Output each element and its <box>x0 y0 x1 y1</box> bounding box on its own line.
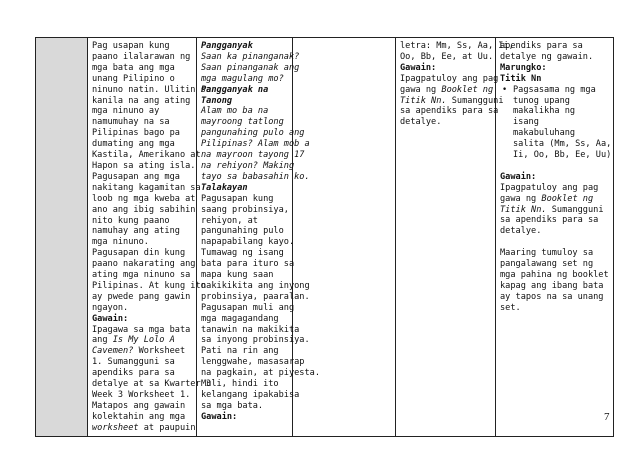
text-line: tayo sa babasahin ko. <box>201 171 310 182</box>
text-line: na mayroon tayong 17 <box>201 150 305 161</box>
list-item <box>500 84 612 161</box>
letters-text <box>400 41 514 128</box>
text-line: kolektahin ang mga <box>92 411 186 422</box>
bullet-line: salita (Mm, Ss, Aa, <box>513 139 612 150</box>
text-line: kelangang ipakabisa <box>201 390 300 400</box>
text-line: Pagusapan kung <box>201 193 274 204</box>
text-line: Ipagpatuloy ang pag <box>500 182 599 193</box>
text-line: dumating ang mga <box>92 139 175 150</box>
text-line: Pilipinas? Alam mob a <box>201 139 310 150</box>
text-line: Saan pinanganak ang <box>201 62 300 73</box>
text-line: Tanong <box>201 95 233 106</box>
text-line: worksheet at paupuin <box>92 422 196 433</box>
text-line: paano ilalarawan ng <box>92 51 191 62</box>
text-line: Gawain: <box>92 313 129 324</box>
text-line: Week 3 Worksheet 1. <box>92 390 191 400</box>
text-line: Pati na rin ang <box>201 346 279 357</box>
text-line: Oo, Bb, Ee, at Uu. <box>400 51 494 62</box>
shaded-cell <box>36 38 88 437</box>
bullet-line: makabuluhang <box>513 128 576 139</box>
text-line: Pagusapan ang mga <box>92 171 180 182</box>
text-line: ano ang ibig sabihin <box>92 204 196 215</box>
text-line: ay tapos na sa unang <box>500 291 604 302</box>
text-line: letra: Mm, Ss, Aa, Ii, <box>400 41 514 51</box>
text-line: probinsiya, paaralan. <box>201 291 310 302</box>
marungko-heading <box>500 41 609 85</box>
continuation-text <box>500 248 609 313</box>
text-line: ang Is My Lolo A <box>92 335 175 346</box>
bullet-line: • Pagsasama ng mga <box>513 84 596 95</box>
text-line: bata para ituro sa <box>201 259 295 270</box>
text-line: nakikikita ang inyong <box>201 280 310 291</box>
cell-motivation <box>197 38 320 437</box>
text-line: Muli, hindi ito <box>201 379 279 390</box>
text-line: Gawain: <box>201 411 238 422</box>
text-line: Ipagawa sa mga bata <box>92 324 191 335</box>
text-line: na rehiyon? Making <box>201 160 295 171</box>
text-line: lenggwahe, masasarap <box>201 357 305 368</box>
text-line: mga magulang mo? <box>201 73 284 84</box>
text-line: mga magagandang <box>201 313 279 324</box>
text-line: Pilipinas bago pa <box>92 128 180 139</box>
motivation-text <box>201 41 320 423</box>
text-line: loob ng mga kweba at <box>92 193 196 204</box>
text-line: Marungko: <box>500 62 547 73</box>
text-line: mga ninuno. <box>92 237 149 248</box>
text-line: namuhay ang ating <box>92 226 180 237</box>
text-line: mga pahina ng booklet <box>500 270 609 280</box>
text-line: sa inyong probinsiya. <box>201 335 310 346</box>
text-line: sa mga bata. <box>201 400 264 411</box>
text-line: ay pwede pang gawin <box>92 291 191 302</box>
text-line: mga ninuno ay <box>92 106 160 117</box>
text-line: Alam mo ba na <box>201 106 269 117</box>
bullet-list <box>500 84 612 161</box>
text-line: Pag usapan kung <box>92 41 170 51</box>
text-line: unang Pilipino o <box>92 73 175 84</box>
text-line: Saan ka pinanganak? <box>201 51 300 62</box>
text-line: namumuhay na sa <box>92 117 170 128</box>
text-line: pangunahing pulo <box>201 226 284 237</box>
text-line: rehiyon, at <box>201 215 258 226</box>
bullet-line: tunog upang <box>513 95 570 106</box>
cell-marungko <box>496 38 614 437</box>
text-line: napapabilang kayo. <box>201 237 295 248</box>
text-line: Talakayan <box>201 182 248 193</box>
gawain-text <box>500 183 609 238</box>
text-line: saang probinsiya, <box>201 204 289 215</box>
text-line: Pagusapan muli ang <box>201 302 295 313</box>
text-line: Tumawag ng isang <box>201 248 284 259</box>
text-line: Titik Nn. Sumangguni <box>500 204 604 215</box>
text-line: Pilipinas. At kung ito <box>92 280 206 291</box>
text-line: detalye at sa Kwarter 3 <box>92 379 211 390</box>
text-line: apendiks para sa <box>500 41 583 51</box>
page-number: 7 <box>604 411 610 423</box>
text-line: ninuno natin. Ulitin sa <box>92 84 211 95</box>
text-line: mga bata ang mga <box>92 62 175 73</box>
text-line: Hapon sa ating isla. <box>92 160 196 171</box>
text-line: sa apendiks para sa <box>500 215 599 226</box>
bullet-line: isang <box>513 117 539 128</box>
text-line: Cavemen? Worksheet <box>92 346 186 357</box>
text-line: kanila na ang ating <box>92 95 191 106</box>
text-line: pangunahing pulo ang <box>201 128 305 139</box>
text-line: nakitang kagamitan sa <box>92 182 201 193</box>
text-line: ngayon. <box>92 302 129 313</box>
bullet-line: makalikha ng <box>513 106 576 117</box>
cell-discussion <box>88 38 211 437</box>
text-line: nito kung paano <box>92 215 170 226</box>
text-line: paano nakarating ang <box>92 259 196 270</box>
text-line: mapa kung saan <box>201 270 274 281</box>
text-line: Gawain: <box>400 62 437 73</box>
text-line: Pagusapan din kung <box>92 248 186 259</box>
text-line: kapag ang ibang bata <box>500 280 604 291</box>
text-line: sa apendiks para sa <box>400 106 499 117</box>
table-row <box>36 38 614 437</box>
discussion-text <box>92 41 211 434</box>
text-line: gawa ng Booklet ng <box>400 84 494 95</box>
text-line: Maaring tumuloy sa <box>500 248 594 259</box>
text-line: detalye ng gawain. <box>500 51 594 62</box>
text-line: Kastila, Amerikano at <box>92 150 201 161</box>
text-line: Titik Nn. Sumangguni <box>400 95 504 106</box>
gawain-label: Gawain: <box>500 171 537 182</box>
text-line: detalye. <box>500 226 542 237</box>
text-line: Pangganyak <box>201 41 253 51</box>
text-line: detalye. <box>400 117 442 128</box>
text-line: Titik Nn <box>500 73 542 84</box>
text-line: apendiks para sa <box>92 368 175 379</box>
lesson-plan-table <box>35 37 614 437</box>
text-line: set. <box>500 302 521 313</box>
text-line: gawa ng Booklet ng <box>500 193 594 204</box>
text-line: Matapos ang gawain <box>92 400 186 411</box>
text-line: tanawin na makikita <box>201 324 300 335</box>
text-line: mayroong tatlong <box>201 117 284 128</box>
text-line: pangalawang set ng <box>500 259 594 270</box>
text-line: Pangganyak na <box>201 84 269 95</box>
text-line: ating mga ninuno sa <box>92 270 191 281</box>
text-line: na pagkain, at piyesta. <box>201 368 320 379</box>
text-line: 1. Sumangguni sa <box>92 357 175 368</box>
bullet-line: Ii, Oo, Bb, Ee, Uu) <box>513 150 612 161</box>
text-line: Ipagpatuloy ang pag <box>400 73 499 84</box>
